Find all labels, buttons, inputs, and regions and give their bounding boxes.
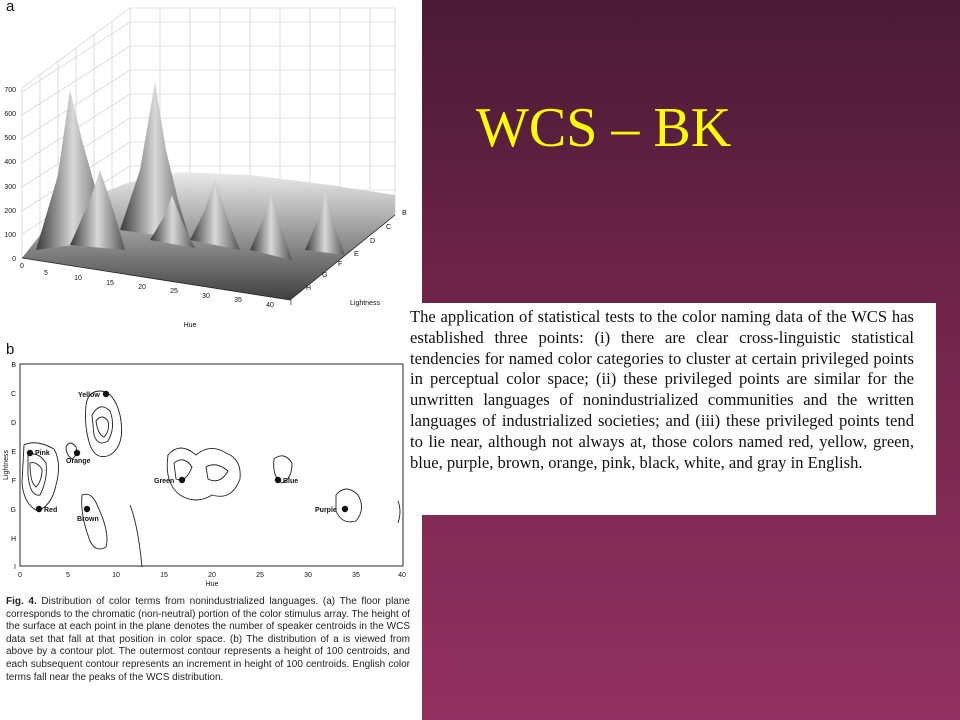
marker-blue — [275, 477, 281, 483]
svg-text:B: B — [402, 210, 407, 217]
slide-title: WCS – BK — [476, 97, 732, 159]
svg-text:B: B — [11, 362, 16, 369]
marker-orange — [74, 450, 80, 456]
contour-x-axis — [18, 572, 406, 588]
contour-y-axis — [3, 362, 16, 571]
svg-text:E: E — [11, 449, 16, 456]
label-purple: Purple — [315, 507, 337, 514]
panel-b-label: b — [6, 341, 15, 358]
z-axis — [4, 87, 16, 263]
svg-text:200: 200 — [4, 208, 16, 215]
label-red: Red — [44, 507, 58, 514]
svg-text:G: G — [10, 507, 16, 514]
marker-brown — [84, 506, 90, 512]
svg-text:600: 600 — [4, 111, 16, 118]
svg-text:100: 100 — [4, 232, 16, 239]
contour-lines — [22, 391, 400, 567]
label-yellow: Yellow — [78, 392, 100, 399]
label-green: Green — [154, 478, 175, 485]
svg-text:30: 30 — [304, 572, 312, 579]
svg-text:E: E — [354, 251, 359, 258]
marker-purple — [342, 506, 348, 512]
svg-text:F: F — [11, 478, 16, 485]
svg-text:I: I — [290, 300, 292, 307]
svg-text:25: 25 — [170, 288, 178, 295]
svg-text:40: 40 — [266, 302, 274, 309]
marker-pink — [27, 450, 33, 456]
svg-text:15: 15 — [160, 572, 168, 579]
quote-text: The application of statistical tests to the color naming data of the WCS has established three points: (i) there are clear cross-linguistic statistical tendencies for named color categories to cluster at certain privileged points in perceptual color space; (ii) these privileged points are similar for the unwritten languages of nonindustrialized communities and the written languages of industrialized societies; and (iii) these privileged points tend to lie near, although not always at, those colors named red, yellow, green, blue, purple, brown, orange, pink, black, white, and gray in English. — [410, 307, 914, 472]
caption-text: Distribution of color terms from nonindustrialized languages. (a) The floor plane corresponds to the chromatic (non-neutral) portion of the color stimulus array. The height of the surface at each point in the plane denotes the number of speaker centroids in the WCS data set that fall at that position in color space. (b) The distribution of a is viewed from above by a contour plot. The outermost contour represents a height of 100 centroids, and each subsequent contour represents an increment in height of 100 centroids. English color terms fall near the peaks of the WCS distribution. — [6, 596, 410, 683]
svg-text:5: 5 — [44, 270, 48, 277]
caption-label: Fig. 4. — [6, 596, 37, 607]
marker-green — [179, 477, 185, 483]
svg-text:G: G — [322, 272, 328, 279]
svg-text:700: 700 — [4, 87, 16, 94]
svg-text:C: C — [386, 224, 392, 231]
label-brown: Brown — [77, 516, 99, 523]
label-pink: Pink — [35, 450, 50, 457]
label-orange: Orange — [66, 458, 91, 465]
figure-caption — [6, 596, 410, 684]
svg-text:0: 0 — [12, 256, 16, 263]
marker-yellow — [103, 391, 109, 397]
svg-text:D: D — [370, 238, 376, 245]
svg-text:500: 500 — [4, 135, 16, 142]
svg-text:35: 35 — [234, 297, 242, 304]
svg-text:H: H — [306, 285, 312, 292]
svg-text:400: 400 — [4, 159, 16, 166]
panel-a-label: a — [6, 0, 15, 15]
svg-text:30: 30 — [202, 293, 210, 300]
svg-text:D: D — [10, 420, 16, 427]
svg-text:35: 35 — [352, 572, 360, 579]
term-labels — [35, 392, 337, 523]
svg-text:20: 20 — [208, 572, 216, 579]
surface-lightness-label: Lightness — [350, 300, 380, 307]
svg-text:H: H — [10, 536, 16, 543]
surface-plot — [0, 0, 422, 335]
svg-text:20: 20 — [138, 284, 146, 291]
contour-y-label: Lightness — [3, 450, 10, 480]
svg-text:10: 10 — [74, 275, 82, 282]
surface-hue-label: Hue — [183, 322, 197, 329]
svg-text:15: 15 — [106, 280, 114, 287]
marker-red — [36, 506, 42, 512]
svg-text:5: 5 — [66, 572, 70, 579]
svg-text:300: 300 — [4, 184, 16, 191]
contour-plot — [0, 355, 422, 595]
svg-text:0: 0 — [20, 263, 24, 270]
contour-x-label: Hue — [205, 581, 219, 588]
quote-panel — [404, 303, 936, 515]
svg-text:10: 10 — [112, 572, 120, 579]
svg-text:C: C — [10, 391, 16, 398]
svg-text:F: F — [338, 261, 343, 268]
svg-text:40: 40 — [398, 572, 406, 579]
svg-text:I: I — [14, 564, 16, 571]
label-blue: Blue — [283, 478, 299, 485]
term-markers — [27, 391, 348, 512]
svg-text:25: 25 — [256, 572, 264, 579]
svg-text:0: 0 — [18, 572, 22, 579]
